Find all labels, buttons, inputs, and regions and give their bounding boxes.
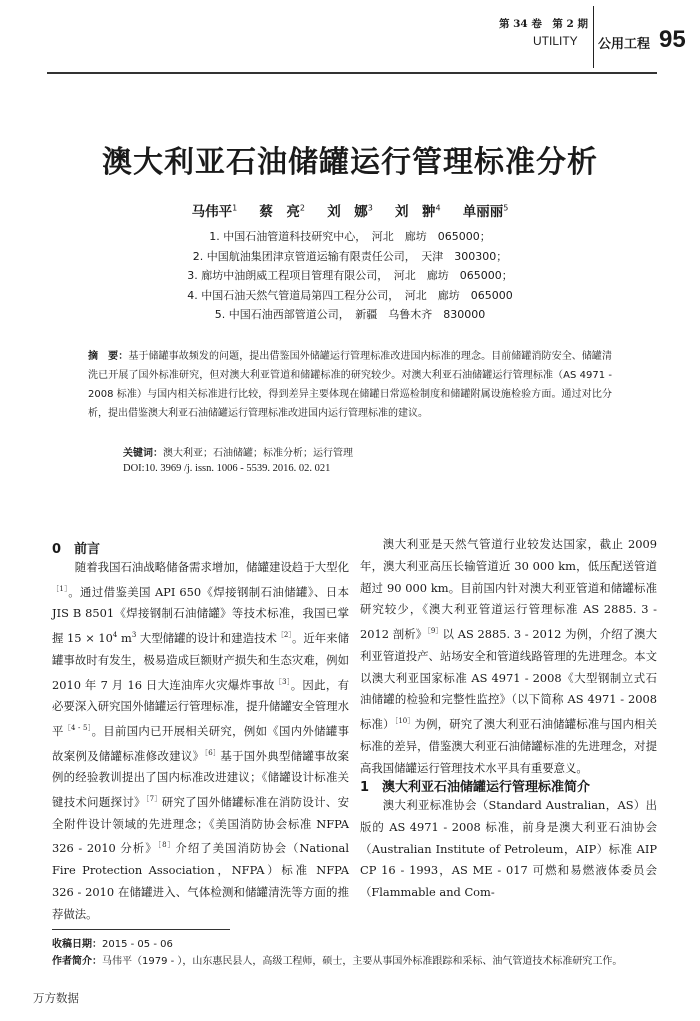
header-divider: [593, 6, 594, 68]
abstract-label: 摘 要：: [88, 351, 129, 362]
affiliation: 2. 中国航油集团津京管道运输有限责任公司， 天津 300300；: [192, 249, 508, 263]
citation: ［3］: [274, 677, 291, 686]
author: 蔡 亮$^2$: [259, 203, 305, 220]
affiliation: 5. 中国石油西部管道公司， 新疆 乌鲁木齐 830000: [214, 308, 486, 322]
author: 刘 翀$^4$: [395, 203, 441, 220]
section-title: 澳大利亚石油储罐运行管理标准简介: [382, 780, 591, 795]
abstract: [88, 348, 612, 424]
author-list: [0, 200, 700, 220]
intro-paragraph-right: 澳大利亚是天然气管道行业较发达国家，截止 2009 年，澳大利亚高压长输管道近 30 000 km，低压配送管道超过 90 000 km。目前国内针对澳大利亚管道和储罐标准研究较少，《澳大利亚管道运行管理标准 AS 2885. 3 - 2012 剖析》$^{[9]}$以 AS 2885. 3 - 2012 为例，介绍了澳大利亚管道投产、站场安全和管道线路管理的先进理念。本文以澳大利亚国家标准 AS 4971 - 2008《大型钢制立式石油储罐的检验和完整性监控》（以下简称 AS 4971 - 2008 标准）$^{[10]}$为例，研究了澳大利亚石油储罐标准与国内相关标准的差异，借鉴澳大利亚石油储罐标准的先进理念，对提高我国储罐运行管理技术水平具有重要意义。: [360, 537, 657, 775]
page-number: 95: [659, 26, 686, 53]
keywords-text: 澳大利亚；石油储罐；标准分析；运行管理: [163, 448, 353, 459]
database-watermark: 万方数据: [33, 991, 79, 1005]
journal-name-en: UTILITY: [533, 34, 578, 48]
author: 单丽丽$^5$: [462, 203, 509, 220]
author-bio: 作者简介：马伟平（1979 - ），山东惠民县人，高级工程师，硕士，主要从事国外标准跟踪和采标、油气管道技术标准研究工作。: [52, 956, 623, 967]
footnote-rule: [52, 929, 230, 930]
citation: ［4 - 5］: [63, 723, 92, 732]
keywords-label: 关键词：: [123, 448, 163, 459]
keywords: [123, 444, 623, 459]
section-heading-1: [360, 776, 590, 795]
affiliation-list: [0, 227, 700, 325]
author: 马伟平$^1$: [191, 203, 238, 220]
citation: ［7］: [145, 794, 162, 803]
journal-issue: 第 34 卷 第 2 期: [498, 18, 588, 30]
footnotes: [52, 936, 662, 970]
intro-paragraph-left: 随着我国石油战略储备需求增加，储罐建设趋于大型化$^{[1]}$。通过借鉴美国 API 650《焊接钢制石油储罐》、日本 JIS B 8501《焊接钢制石油储罐》等技术标准，我国已掌握 $15 \times 10^4$ $m^3$ 大型储罐的设计和建造技术$^{[2]}$。近年来储罐事故时有发生，极易造成巨额财产损失和生态灾难，例如 2010 年 7 月 16 日大连油库火灾爆炸事故$^{[3]}$。因此，有必要深入研究国外储罐运行管理标准，提升储罐安全管理水平$^{[4 - 5]}$。目前国内已开展相关研究，例如《国内外储罐事故案例及储罐标准修改建议》$^{[6]}$基于国外典型储罐事故案例的经验教训提出了国内标准改进建议；《储罐设计标准关键技术问题探讨》$^{[7]}$研究了国外储罐标准在消防设计、安全附件设计领域的先进理念；《美国消防协会标准 NFPA 326 - 2010 分析》$^{[8]}$介绍了美国消防协会（National Fire Protection Association，NFPA）标准 NFPA 326 - 2010 在储罐进入、气体检测和储罐清洗等方面的推荐做法。: [52, 560, 349, 921]
citation: ［10］: [394, 717, 415, 726]
affiliation: 3. 廊坊中油朗威工程项目管理有限公司， 河北 廊坊 065000；: [187, 269, 513, 283]
citation: ［9］: [427, 627, 443, 636]
received-date: 收稿日期：2015 - 05 - 06: [52, 939, 173, 950]
section-title: 前言: [74, 542, 101, 557]
section-number: 1: [360, 780, 370, 795]
section-number: 0: [52, 542, 62, 557]
abstract-text: 基于储罐事故频发的问题，提出借鉴国外储罐运行管理标准改进国内标准的理念。目前储罐消防安全、储罐清洗已开展了国外标准研究，但对澳大利亚管道和储罐标准的研究较少。对澳大利亚石油储罐运行管理标准（AS 4971 - 2008 标准）与国内相关标准进行比较，得到差异主要体现在储罐日常巡检制度和储罐附属设施检验方面。通过对比分析，提出借鉴澳大利亚石油储罐运行管理标准改进国内运行管理标准的建议。: [88, 351, 613, 419]
paper-title: 澳大利亚石油储罐运行管理标准分析: [102, 145, 598, 180]
author: 刘 娜$^3$: [327, 203, 373, 220]
affiliation: 1. 中国石油管道科技研究中心， 河北 廊坊 065000；: [209, 230, 491, 243]
section-heading-0: [52, 538, 100, 557]
citation: ［2］: [276, 631, 292, 640]
citation: ［1］: [52, 584, 69, 593]
citation: ［8］: [157, 841, 176, 850]
header-rule: [47, 72, 657, 74]
journal-name-cn: 公用工程: [598, 37, 651, 52]
doi: DOI:10. 3969 /j. issn. 1006 - 5539. 2016. 02. 021: [123, 463, 331, 474]
citation: ［6］: [204, 748, 221, 757]
section1-paragraph: 澳大利亚标准协会（Standard Australian，AS）出版的 AS 4971 - 2008 标准，前身是澳大利亚石油协会（Australian Institute of Petroleum，AIP）标准 AIP CP 16 - 1993，AS ME - 017 可燃和易燃液体委员会（Flammable and Com-: [360, 798, 657, 900]
affiliation: 4. 中国石油天然气管道局第四工程分公司， 河北 廊坊 065000: [187, 288, 513, 302]
